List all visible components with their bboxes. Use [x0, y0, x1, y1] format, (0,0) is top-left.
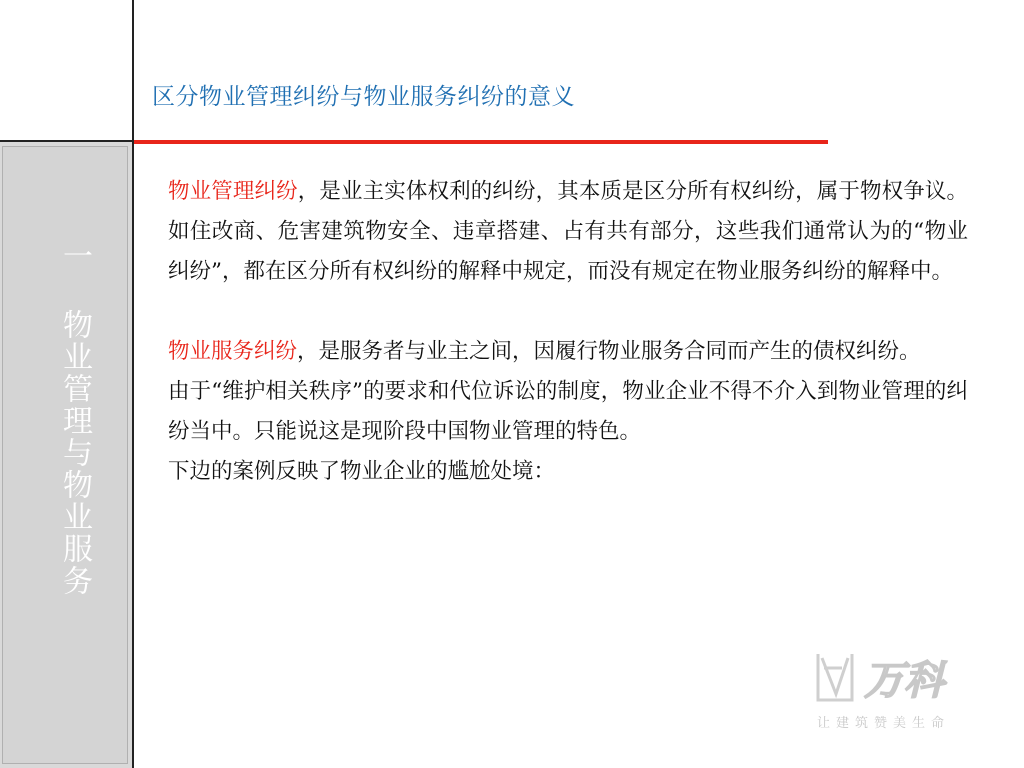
paragraph-explanation: 由于“维护相关秩序”的要求和代位诉讼的制度，物业企业不得不介入到物业管理的纠纷当中。只能说这是现阶段中国物业管理的特色。	[168, 379, 968, 444]
paragraph-property-management-dispute	[168, 172, 968, 292]
term-property-management-dispute: 物业管理纠纷	[168, 179, 298, 204]
logo-slogan: 让建筑赞美生命	[817, 716, 951, 731]
logo-brand-text: 万科	[864, 658, 944, 704]
sidebar-section-label: 一 物业管理与物业服务	[57, 239, 92, 597]
paragraph-case-intro: 下边的案例反映了物业企业的尴尬处境：	[168, 459, 556, 484]
term-property-service-dispute: 物业服务纠纷	[168, 339, 298, 364]
section-sidebar	[0, 142, 134, 768]
slide-body	[168, 172, 968, 492]
paragraph-property-service-dispute	[168, 332, 968, 372]
left-vertical-rule	[132, 0, 134, 142]
paragraph-gap	[168, 292, 968, 332]
title-underline	[134, 140, 828, 144]
paragraph-text: ，是服务者与业主之间，因履行物业服务合同而产生的债权纠纷。	[297, 339, 921, 364]
paragraph-text: ，是业主实体权利的纠纷，其本质是区分所有权纠纷，属于物权争议。如住改商、危害建筑物安全、违章搭建、占有共有部分，这些我们通常认为的“物业纠纷”，都在区分所有权纠纷的解释中规定，而没有规定在物业服务纠纷的解释中。	[168, 179, 968, 284]
slide-title: 区分物业管理纠纷与物业服务纠纷的意义	[152, 84, 575, 110]
